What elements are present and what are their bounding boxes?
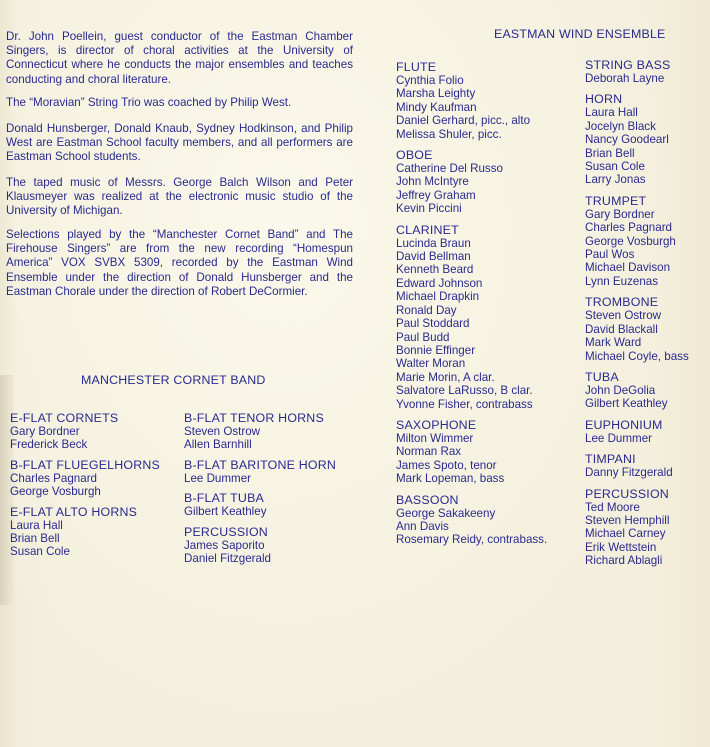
roster-section — [585, 58, 689, 85]
member-name: Ted Moore — [585, 500, 640, 514]
member-name: Marsha Leighty — [396, 87, 476, 101]
roster-section — [10, 411, 160, 452]
roster-section — [396, 60, 547, 141]
section-heading: E-FLAT CORNETS — [10, 411, 119, 425]
wind-ensemble-left-column — [396, 60, 547, 554]
roster-section — [396, 223, 547, 411]
section-heading: SAXOPHONE — [396, 417, 477, 432]
member-name: David Bellman — [396, 250, 471, 264]
member-name: Mindy Kaufman — [396, 100, 477, 114]
member-name: Brian Bell — [10, 532, 60, 546]
note-paragraph: The taped music of Messrs. George Balch Wilson and Peter Klausmeyer was realized at the electronic music studio of the University of Michigan. — [6, 176, 353, 218]
member-name: Charles Pagnard — [585, 221, 673, 235]
member-name: Marie Morin, A clar. — [396, 370, 495, 384]
section-heading: TUBA — [585, 369, 619, 384]
member-name: Deborah Layne — [585, 72, 665, 85]
roster-section — [10, 505, 160, 559]
member-name: George Vosburgh — [10, 485, 101, 499]
member-name: Kenneth Beard — [396, 263, 474, 277]
member-name: Gilbert Keathley — [184, 505, 267, 519]
section-heading: TROMBONE — [585, 295, 659, 310]
section-heading: TIMPANI — [585, 452, 636, 467]
member-name: Lucinda Braun — [396, 236, 471, 250]
member-name: Larry Jonas — [585, 173, 646, 187]
section-heading: E-FLAT ALTO HORNS — [10, 504, 138, 519]
member-name: Allen Barnhill — [184, 438, 252, 452]
member-name: Susan Cole — [10, 545, 70, 559]
member-name: Daniel Gerhard, picc., alto — [396, 114, 531, 128]
member-name: Laura Hall — [10, 518, 63, 532]
member-name: Gilbert Keathley — [585, 397, 668, 411]
roster-section — [10, 458, 160, 499]
member-name: Lee Dummer — [184, 471, 252, 485]
manchester-band-title: MANCHESTER CORNET BAND — [81, 373, 266, 387]
note-paragraph: The “Moravian” String Trio was coached by Philip West. — [6, 96, 292, 109]
member-name: Laura Hall — [585, 106, 638, 120]
member-name: Norman Rax — [396, 445, 462, 459]
member-name: Ronald Day — [396, 303, 457, 317]
roster-section — [585, 194, 689, 288]
section-heading: OBOE — [396, 148, 433, 163]
section-heading: B-FLAT TENOR HORNS — [184, 411, 324, 425]
roster-section — [184, 525, 336, 566]
roster-section — [585, 92, 689, 186]
member-name: Michael Drapkin — [396, 290, 480, 304]
member-name: Gary Bordner — [10, 425, 80, 438]
member-name: George Sakakeeny — [396, 506, 496, 520]
member-name: Milton Wimmer — [396, 431, 474, 445]
section-heading: B-FLAT FLUEGELHORNS — [10, 457, 160, 472]
section-heading: FLUTE — [396, 60, 437, 74]
member-name: Susan Cole — [585, 160, 645, 174]
section-heading: B-FLAT TUBA — [184, 491, 265, 506]
member-name: Richard Ablagli — [585, 554, 663, 568]
section-heading: PERCUSSION — [585, 486, 669, 501]
note-paragraph: Dr. John Poellein, guest conductor of the Eastman Chamber Singers, is director of choral activities at the University of Connecticut where he conducts the major ensembles and teaches conducting and choral literature. — [6, 30, 353, 86]
section-heading: B-FLAT BARITONE HORN — [184, 457, 337, 472]
roster-section — [396, 418, 547, 486]
member-name: Edward Johnson — [396, 276, 483, 290]
wind-ensemble-title: EASTMAN WIND ENSEMBLE — [494, 27, 666, 41]
note-paragraph: Donald Hunsberger, Donald Knaub, Sydney Hodkinson, and Philip West are Eastman School faculty members, and all performers are Eastman School students. — [6, 122, 353, 164]
section-heading: CLARINET — [396, 222, 459, 237]
manchester-left-column — [10, 411, 160, 565]
member-name: James Spoto, tenor — [396, 458, 497, 472]
roster-section — [585, 370, 689, 411]
roster-section — [585, 418, 689, 445]
member-name: Rosemary Reidy, contrabass. — [396, 533, 548, 547]
manchester-right-column — [184, 411, 336, 571]
member-name: Gary Bordner — [585, 207, 655, 221]
member-name: John McIntyre — [396, 175, 469, 189]
section-heading: PERCUSSION — [184, 524, 268, 539]
member-name: Steven Ostrow — [585, 309, 662, 323]
section-heading: STRING BASS — [585, 58, 671, 72]
member-name: Jocelyn Black — [585, 119, 656, 133]
member-name: Erik Wettstein — [585, 540, 657, 554]
roster-section — [184, 411, 336, 452]
member-name: Bonnie Effinger — [396, 343, 476, 357]
member-name: Melissa Shuler, picc. — [396, 127, 502, 141]
member-name: Cynthia Folio — [396, 74, 464, 87]
member-name: Daniel Fitzgerald — [184, 552, 271, 566]
member-name: Lynn Euzenas — [585, 274, 659, 288]
roster-section — [585, 487, 689, 568]
wind-ensemble-right-column — [585, 58, 689, 575]
member-name: Paul Wos — [585, 248, 635, 262]
roster-section — [184, 458, 336, 485]
member-name: Yvonne Fisher, contrabass — [396, 397, 533, 411]
member-name: Charles Pagnard — [10, 471, 98, 485]
member-name: Steven Hemphill — [585, 513, 670, 527]
member-name: Paul Budd — [396, 330, 450, 344]
member-name: Ann Davis — [396, 519, 449, 533]
section-heading: TRUMPET — [585, 193, 647, 208]
member-name: Paul Stoddard — [396, 317, 470, 331]
member-name: John DeGolia — [585, 383, 656, 397]
roster-section — [585, 452, 689, 479]
member-name: George Vosburgh — [585, 234, 676, 248]
member-name: Frederick Beck — [10, 438, 88, 452]
member-name: Michael Coyle, bass — [585, 349, 689, 363]
roster-section — [396, 148, 547, 216]
roster-section — [585, 295, 689, 363]
roster-section — [184, 491, 336, 518]
member-name: Mark Lopeman, bass — [396, 472, 505, 486]
member-name: Jeffrey Graham — [396, 188, 476, 202]
member-name: Walter Moran — [396, 357, 466, 371]
member-name: Steven Ostrow — [184, 425, 261, 438]
member-name: Salvatore LaRusso, B clar. — [396, 384, 533, 398]
roster-section — [396, 493, 547, 547]
note-paragraph: Selections played by the “Manchester Cornet Band” and The Firehouse Singers” are from the new recording “Homespun America” VOX SVBX 5309, recorded by the Eastman Wind Ensemble under the direction of Donald Hunsberger and the Eastman Chorale under the direction of Robert DeCormier. — [6, 228, 353, 298]
section-heading: HORN — [585, 92, 623, 107]
member-name: Nancy Goodearl — [585, 133, 669, 147]
member-name: Brian Bell — [585, 146, 635, 160]
member-name: Michael Carney — [585, 527, 666, 541]
member-name: Lee Dummer — [585, 431, 653, 445]
member-name: David Blackall — [585, 322, 658, 336]
member-name: James Saporito — [184, 538, 265, 552]
member-name: Danny Fitzgerald — [585, 466, 673, 480]
section-heading: BASSOON — [396, 492, 459, 507]
member-name: Mark Ward — [585, 336, 642, 350]
member-name: Catherine Del Russo — [396, 162, 503, 176]
section-heading: EUPHONIUM — [585, 417, 663, 432]
member-name: Michael Davison — [585, 261, 671, 275]
member-name: Kevin Piccini — [396, 202, 462, 216]
